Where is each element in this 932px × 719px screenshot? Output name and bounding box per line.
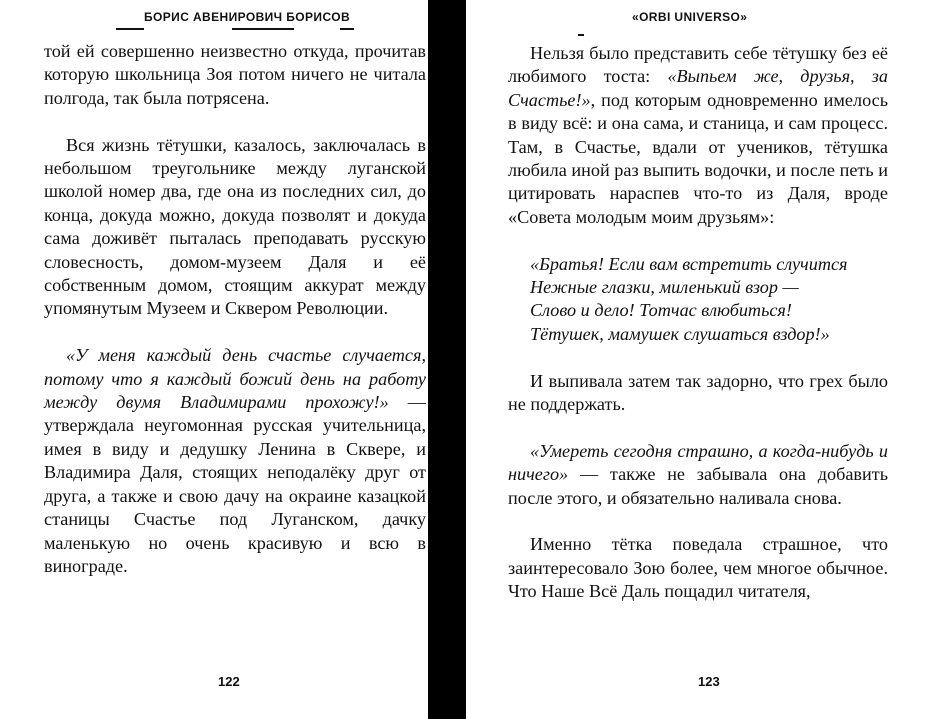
left-running-head: БОРИС АВЕНИРОВИЧ БОРИСОВ: [144, 10, 351, 24]
right-paragraph-4: Именно тётка поведала страшное, что заинтересовало Зою более, чем многое обычное. Что Наше Всё Даль пощадил читателя,: [508, 534, 888, 602]
verse-block: [508, 253, 888, 347]
right-page: [466, 0, 932, 719]
verse-line: Нежные глазки, миленький взор —: [530, 277, 799, 298]
right-head-rule: [578, 34, 584, 36]
verse-line: «Братья! Если вам встретить случится: [530, 253, 848, 274]
verse-line: Тётушек, мамушек слушаться вздор!»: [530, 323, 830, 344]
verse-line: Слово и дело! Тотчас влюбиться!: [530, 300, 792, 321]
right-text-block: [508, 42, 888, 604]
right-paragraph-3-quote: «Умереть сегодня страшно, а когда-нибудь и ничего»: [508, 440, 888, 485]
left-paragraph-1: той ей совершенно неизвестно откуда, прочитав которую школьница Зоя потом ничего не читала полгода, так была потрясена.: [44, 41, 426, 108]
left-text-block: [44, 40, 426, 578]
left-paragraph-3-quote: «У меня каждый день счастье случается, потому что я каждый божий день на работу между двумя Владимирами прохожу!»: [44, 345, 426, 413]
left-head-rule-b: [232, 28, 294, 30]
right-paragraph-3: [508, 440, 888, 510]
left-paragraph-3-rest: — утверждала неугомонная русская учительница, имея в виду и дедушку Ленина в Сквере, и Владимира Даля, стоящих неподалёку друг от друга, а также и свою дачу на окраине казацкой станицы Счастье под Луганском, дачку маленькую но очень красивую и всю в винограде.: [44, 392, 426, 576]
book-gutter: [428, 0, 466, 719]
right-paragraph-1: [508, 42, 888, 229]
right-running-head: «ORBI UNIVERSO»: [632, 10, 748, 24]
left-page-number: 122: [218, 674, 240, 689]
left-head-rule-c: [340, 28, 354, 30]
right-paragraph-3-rest: — также не забывала она добавить после этого, и обязательно наливала снова.: [508, 464, 888, 508]
right-paragraph-1-start: Нельзя было представить себе тётушку без её любимого тоста:: [508, 43, 888, 87]
left-paragraph-2: Вся жизнь тётушки, казалось, заключалась в небольшом треугольнике между луганской школой номер два, где она из последних сил, до конца, докуда можно, докуда позволят и докуда сама доживёт пыталась преподавать русскую словесность, домом-музеем Даля и её собственным домом, стоящим аккурат между упомянутым Музеем и Сквером Революции.: [44, 134, 426, 319]
right-paragraph-2: И выпивала затем так задорно, что грех было не поддержать.: [508, 370, 888, 415]
left-head-rule-a: [116, 28, 144, 30]
right-paragraph-1-end: , под которым одновременно имелось в виду всё: и она сама, и станица, и сам процесс. Там, в Счастье, вдали от учеников, тётушка любила иной раз выпить водочки, и после петь и цитировать нараспев что-то из Даля, вроде «Совета молодым моим друзьям»:: [508, 89, 888, 227]
left-page: [0, 0, 428, 719]
left-paragraph-3: [44, 344, 426, 578]
right-page-number: 123: [698, 674, 720, 689]
right-paragraph-1-toast: «Выпьем же, друзья, за Счастье!»: [508, 66, 888, 110]
